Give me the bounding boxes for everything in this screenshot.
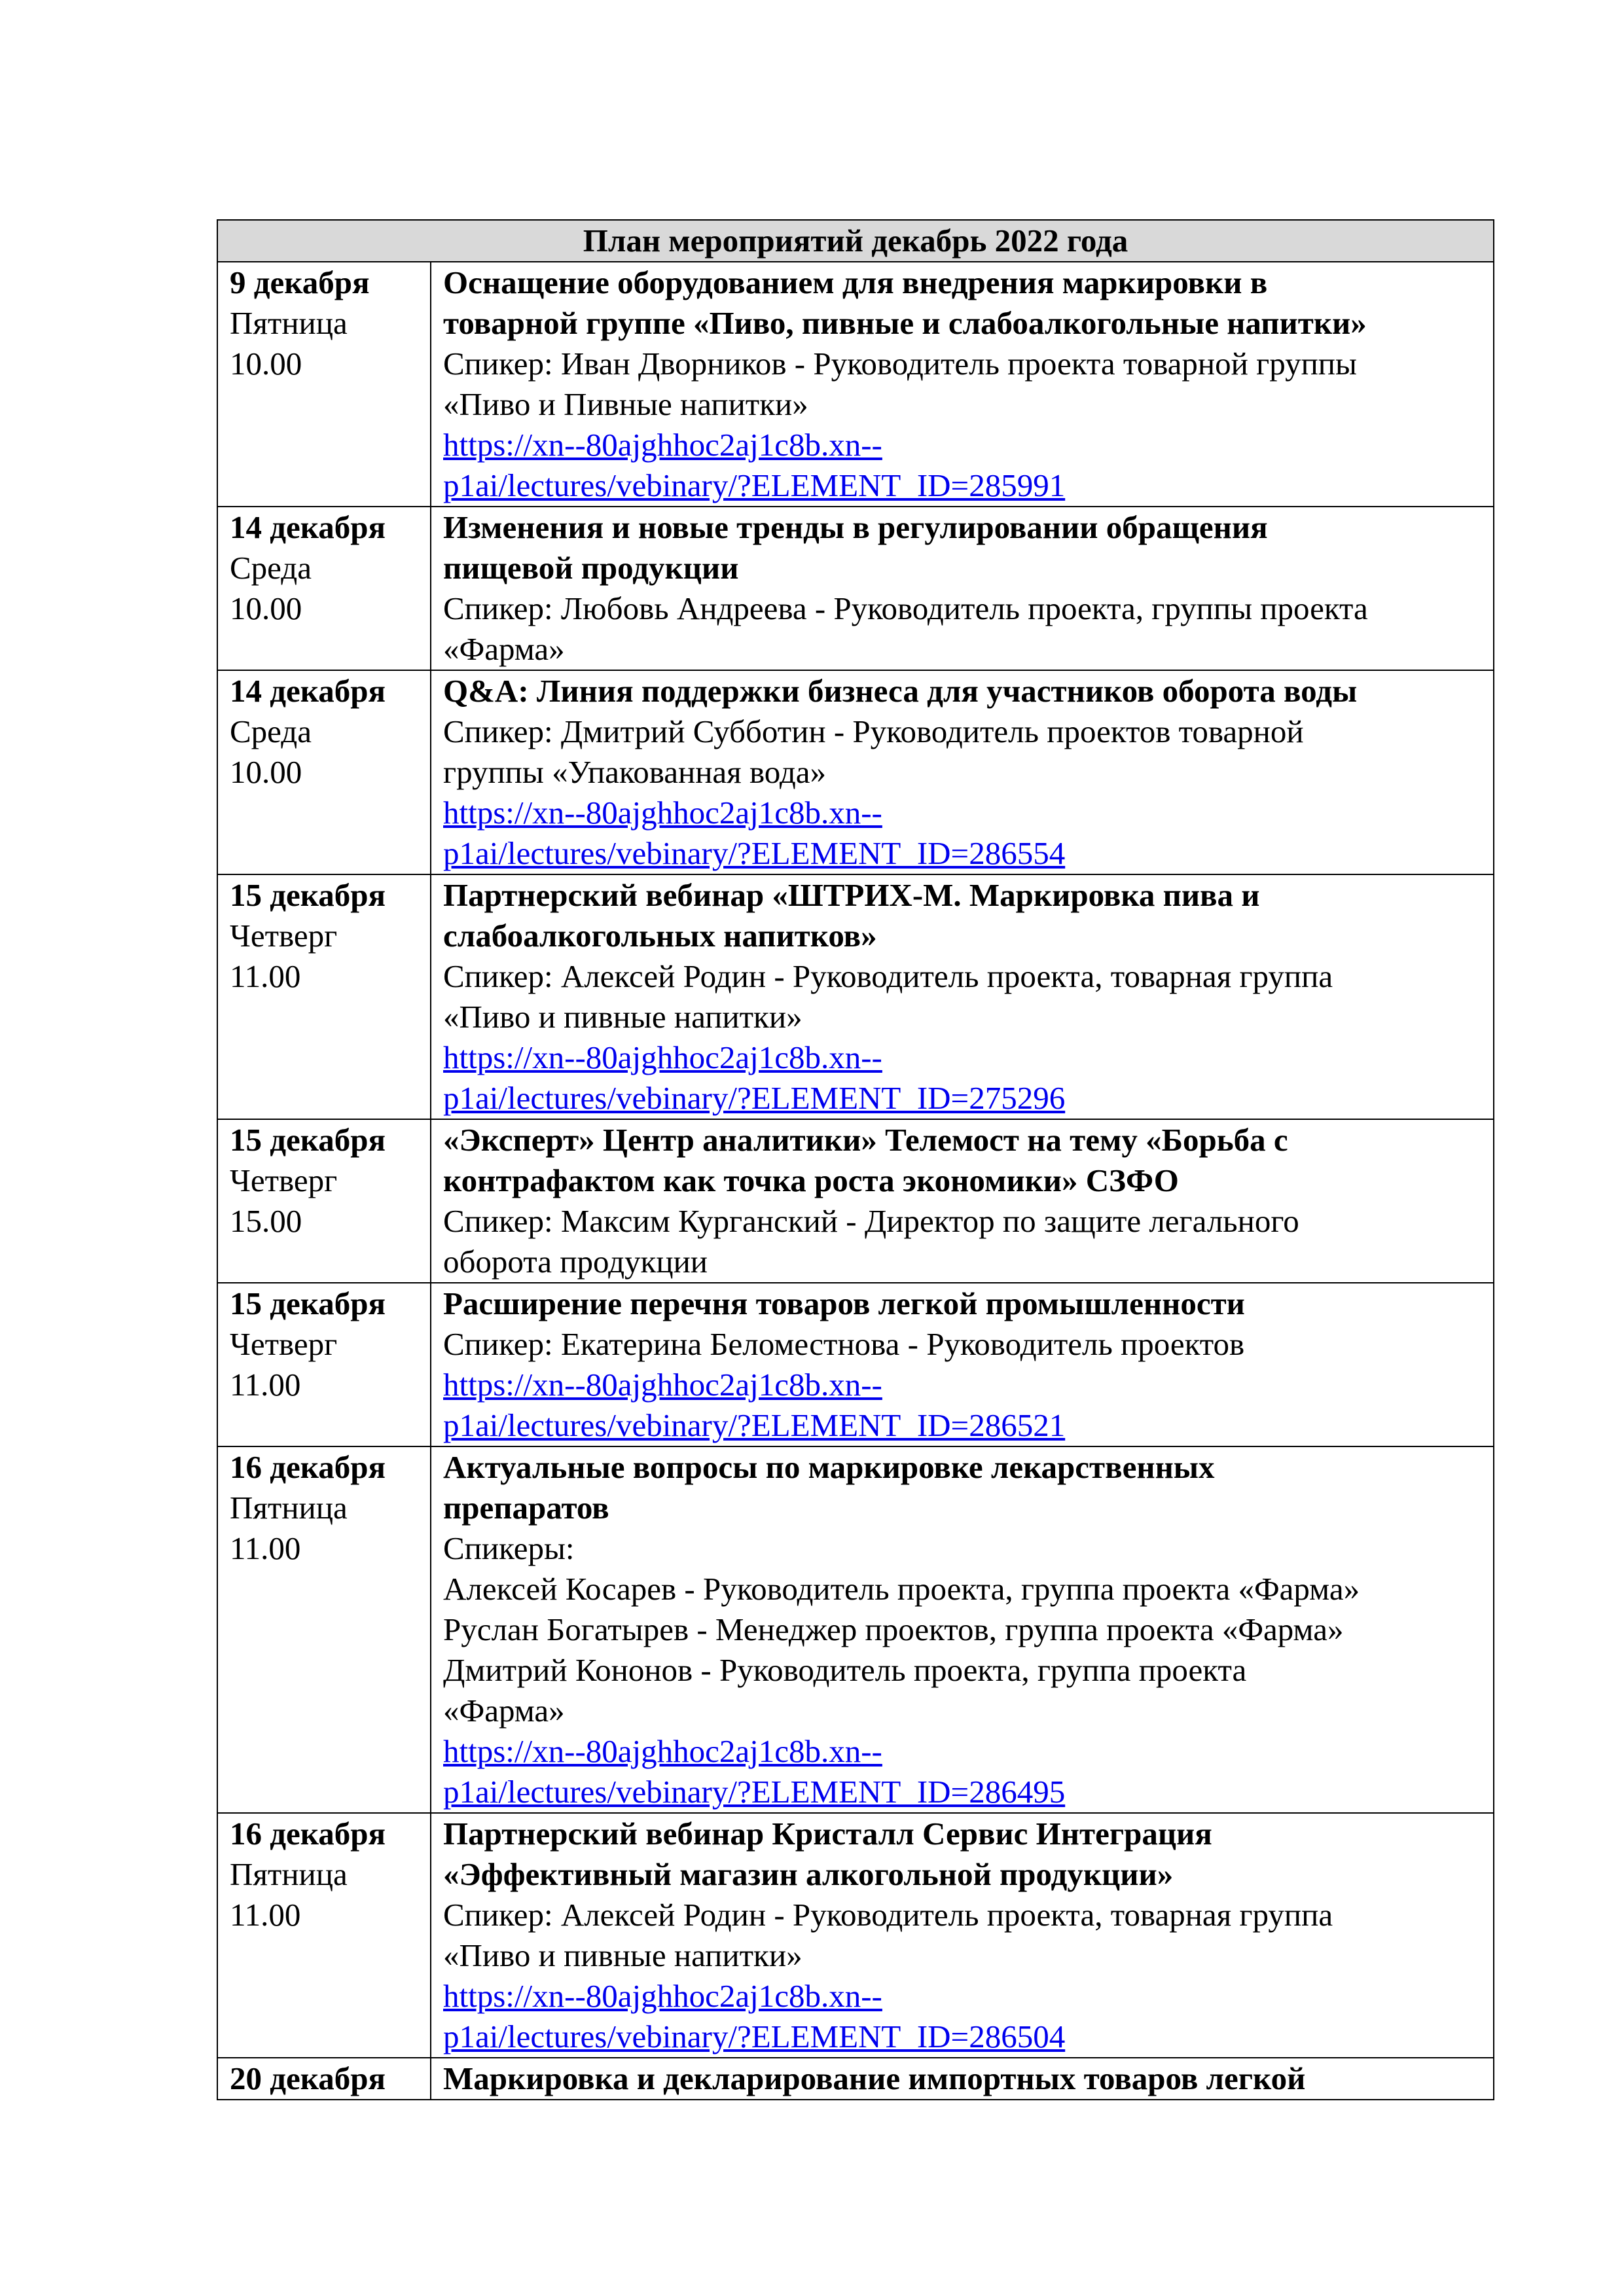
date-cell	[217, 874, 431, 1119]
event-title-line: пищевой продукции	[443, 550, 739, 586]
table-row	[217, 2058, 1494, 2100]
table-row	[217, 874, 1494, 1119]
event-details-cell	[431, 2058, 1494, 2100]
webinar-link[interactable]: https://xn--80ajghhoc2aj1c8b.xn--	[443, 1978, 882, 2014]
event-time: 11.00	[230, 1897, 301, 1933]
event-details-cell	[431, 874, 1494, 1119]
event-title-line: Актуальные вопросы по маркировке лекарственных	[443, 1449, 1215, 1485]
event-date: 14 декабря	[230, 673, 386, 709]
speaker-line: Спикер: Любовь Андреева - Руководитель проекта, группы проекта	[443, 590, 1368, 626]
date-cell	[217, 670, 431, 874]
date-cell	[217, 1446, 431, 1813]
event-title-line: товарной группе «Пиво, пивные и слабоалкогольные напитки»	[443, 305, 1367, 341]
event-details-cell	[431, 1119, 1494, 1283]
webinar-link[interactable]: https://xn--80ajghhoc2aj1c8b.xn--	[443, 427, 882, 463]
speaker-line: Спикер: Максим Курганский - Директор по защите легального	[443, 1203, 1299, 1239]
speaker-line: «Пиво и пивные напитки»	[443, 999, 803, 1035]
event-weekday: Среда	[230, 550, 312, 586]
event-date: 15 декабря	[230, 1122, 386, 1158]
date-cell	[217, 262, 431, 507]
speaker-line: Спикеры:	[443, 1530, 575, 1566]
event-title-line: слабоалкогольных напитков»	[443, 918, 877, 954]
event-time: 11.00	[230, 1367, 301, 1403]
webinar-link[interactable]: p1ai/lectures/vebinary/?ELEMENT_ID=286495	[443, 1774, 1066, 1810]
table-header-row	[217, 220, 1494, 262]
event-title-line: Q&A: Линия поддержки бизнеса для участников оборота воды	[443, 673, 1358, 709]
event-title-line: Изменения и новые тренды в регулировании обращения	[443, 509, 1268, 545]
webinar-link[interactable]: p1ai/lectures/vebinary/?ELEMENT_ID=286554	[443, 835, 1066, 871]
speaker-line: Алексей Косарев - Руководитель проекта, группа проекта «Фарма»	[443, 1571, 1360, 1607]
table-row	[217, 507, 1494, 670]
event-date: 15 декабря	[230, 877, 386, 913]
event-title-line: «Эксперт» Центр аналитики» Телемост на тему «Борьба с	[443, 1122, 1288, 1158]
table-title: План мероприятий декабрь 2022 года	[217, 220, 1494, 262]
event-title-line: Партнерский вебинар «ШТРИХ-М. Маркировка пива и	[443, 877, 1260, 913]
webinar-link[interactable]: p1ai/lectures/vebinary/?ELEMENT_ID=285991	[443, 467, 1066, 503]
table-row	[217, 1446, 1494, 1813]
event-details-cell	[431, 262, 1494, 507]
event-date: 14 декабря	[230, 509, 386, 545]
date-cell	[217, 1283, 431, 1446]
webinar-link[interactable]: https://xn--80ajghhoc2aj1c8b.xn--	[443, 1039, 882, 1075]
date-cell	[217, 1813, 431, 2058]
speaker-line: Спикер: Иван Дворников - Руководитель проекта товарной группы	[443, 346, 1357, 382]
webinar-link[interactable]: https://xn--80ajghhoc2aj1c8b.xn--	[443, 795, 882, 831]
event-date: 15 декабря	[230, 1285, 386, 1321]
table-row	[217, 262, 1494, 507]
event-time: 10.00	[230, 590, 302, 626]
webinar-link[interactable]: https://xn--80ajghhoc2aj1c8b.xn--	[443, 1367, 882, 1403]
speaker-line: Спикер: Алексей Родин - Руководитель проекта, товарная группа	[443, 958, 1333, 994]
event-time: 15.00	[230, 1203, 302, 1239]
webinar-link[interactable]: p1ai/lectures/vebinary/?ELEMENT_ID=286521	[443, 1407, 1066, 1443]
speaker-line: группы «Упакованная вода»	[443, 754, 827, 790]
event-time: 11.00	[230, 1530, 301, 1566]
event-details-cell	[431, 1446, 1494, 1813]
speaker-line: Руслан Богатырев - Менеджер проектов, группа проекта «Фарма»	[443, 1611, 1344, 1647]
event-weekday: Пятница	[230, 1490, 348, 1526]
event-weekday: Пятница	[230, 1856, 348, 1892]
table-row	[217, 1283, 1494, 1446]
event-title-line: Оснащение оборудованием для внедрения маркировки в	[443, 264, 1268, 300]
event-title-line: препаратов	[443, 1490, 609, 1526]
event-details-cell	[431, 507, 1494, 670]
table-body	[217, 262, 1494, 2100]
event-time: 10.00	[230, 346, 302, 382]
event-weekday: Четверг	[230, 1162, 338, 1198]
event-weekday: Среда	[230, 713, 312, 749]
speaker-line: Спикер: Екатерина Беломестнова - Руководитель проектов	[443, 1326, 1245, 1362]
event-weekday: Четверг	[230, 1326, 338, 1362]
event-details-cell	[431, 1813, 1494, 2058]
date-cell	[217, 2058, 431, 2100]
webinar-link[interactable]: https://xn--80ajghhoc2aj1c8b.xn--	[443, 1733, 882, 1769]
table-row	[217, 1119, 1494, 1283]
webinar-link[interactable]: p1ai/lectures/vebinary/?ELEMENT_ID=275296	[443, 1080, 1066, 1116]
event-title-line: контрафактом как точка роста экономики» СЗФО	[443, 1162, 1179, 1198]
event-time: 11.00	[230, 958, 301, 994]
speaker-line: Спикер: Дмитрий Субботин - Руководитель проектов товарной	[443, 713, 1304, 749]
speaker-line: оборота продукции	[443, 1244, 708, 1280]
speaker-line: Дмитрий Кононов - Руководитель проекта, группа проекта	[443, 1652, 1247, 1688]
table-row	[217, 1813, 1494, 2058]
speaker-line: «Фарма»	[443, 1693, 565, 1729]
table-row	[217, 670, 1494, 874]
speaker-line: Спикер: Алексей Родин - Руководитель проекта, товарная группа	[443, 1897, 1333, 1933]
event-title-line: Маркировка и декларирование импортных товаров легкой	[443, 2060, 1306, 2096]
speaker-line: «Фарма»	[443, 631, 565, 667]
event-title-line: «Эффективный магазин алкогольной продукции»	[443, 1856, 1174, 1892]
date-cell	[217, 507, 431, 670]
event-date: 16 декабря	[230, 1449, 386, 1485]
event-date: 9 декабря	[230, 264, 370, 300]
speaker-line: «Пиво и пивные напитки»	[443, 1937, 803, 1973]
event-weekday: Пятница	[230, 305, 348, 341]
event-details-cell	[431, 670, 1494, 874]
event-date: 20 декабря	[230, 2060, 386, 2096]
event-title-line: Расширение перечня товаров легкой промышленности	[443, 1285, 1245, 1321]
event-date: 16 декабря	[230, 1816, 386, 1852]
webinar-link[interactable]: p1ai/lectures/vebinary/?ELEMENT_ID=286504	[443, 2018, 1066, 2054]
event-details-cell	[431, 1283, 1494, 1446]
events-plan-table	[217, 219, 1494, 2100]
date-cell	[217, 1119, 431, 1283]
speaker-line: «Пиво и Пивные напитки»	[443, 386, 808, 422]
event-title-line: Партнерский вебинар Кристалл Сервис Интеграция	[443, 1816, 1212, 1852]
event-weekday: Четверг	[230, 918, 338, 954]
event-time: 10.00	[230, 754, 302, 790]
